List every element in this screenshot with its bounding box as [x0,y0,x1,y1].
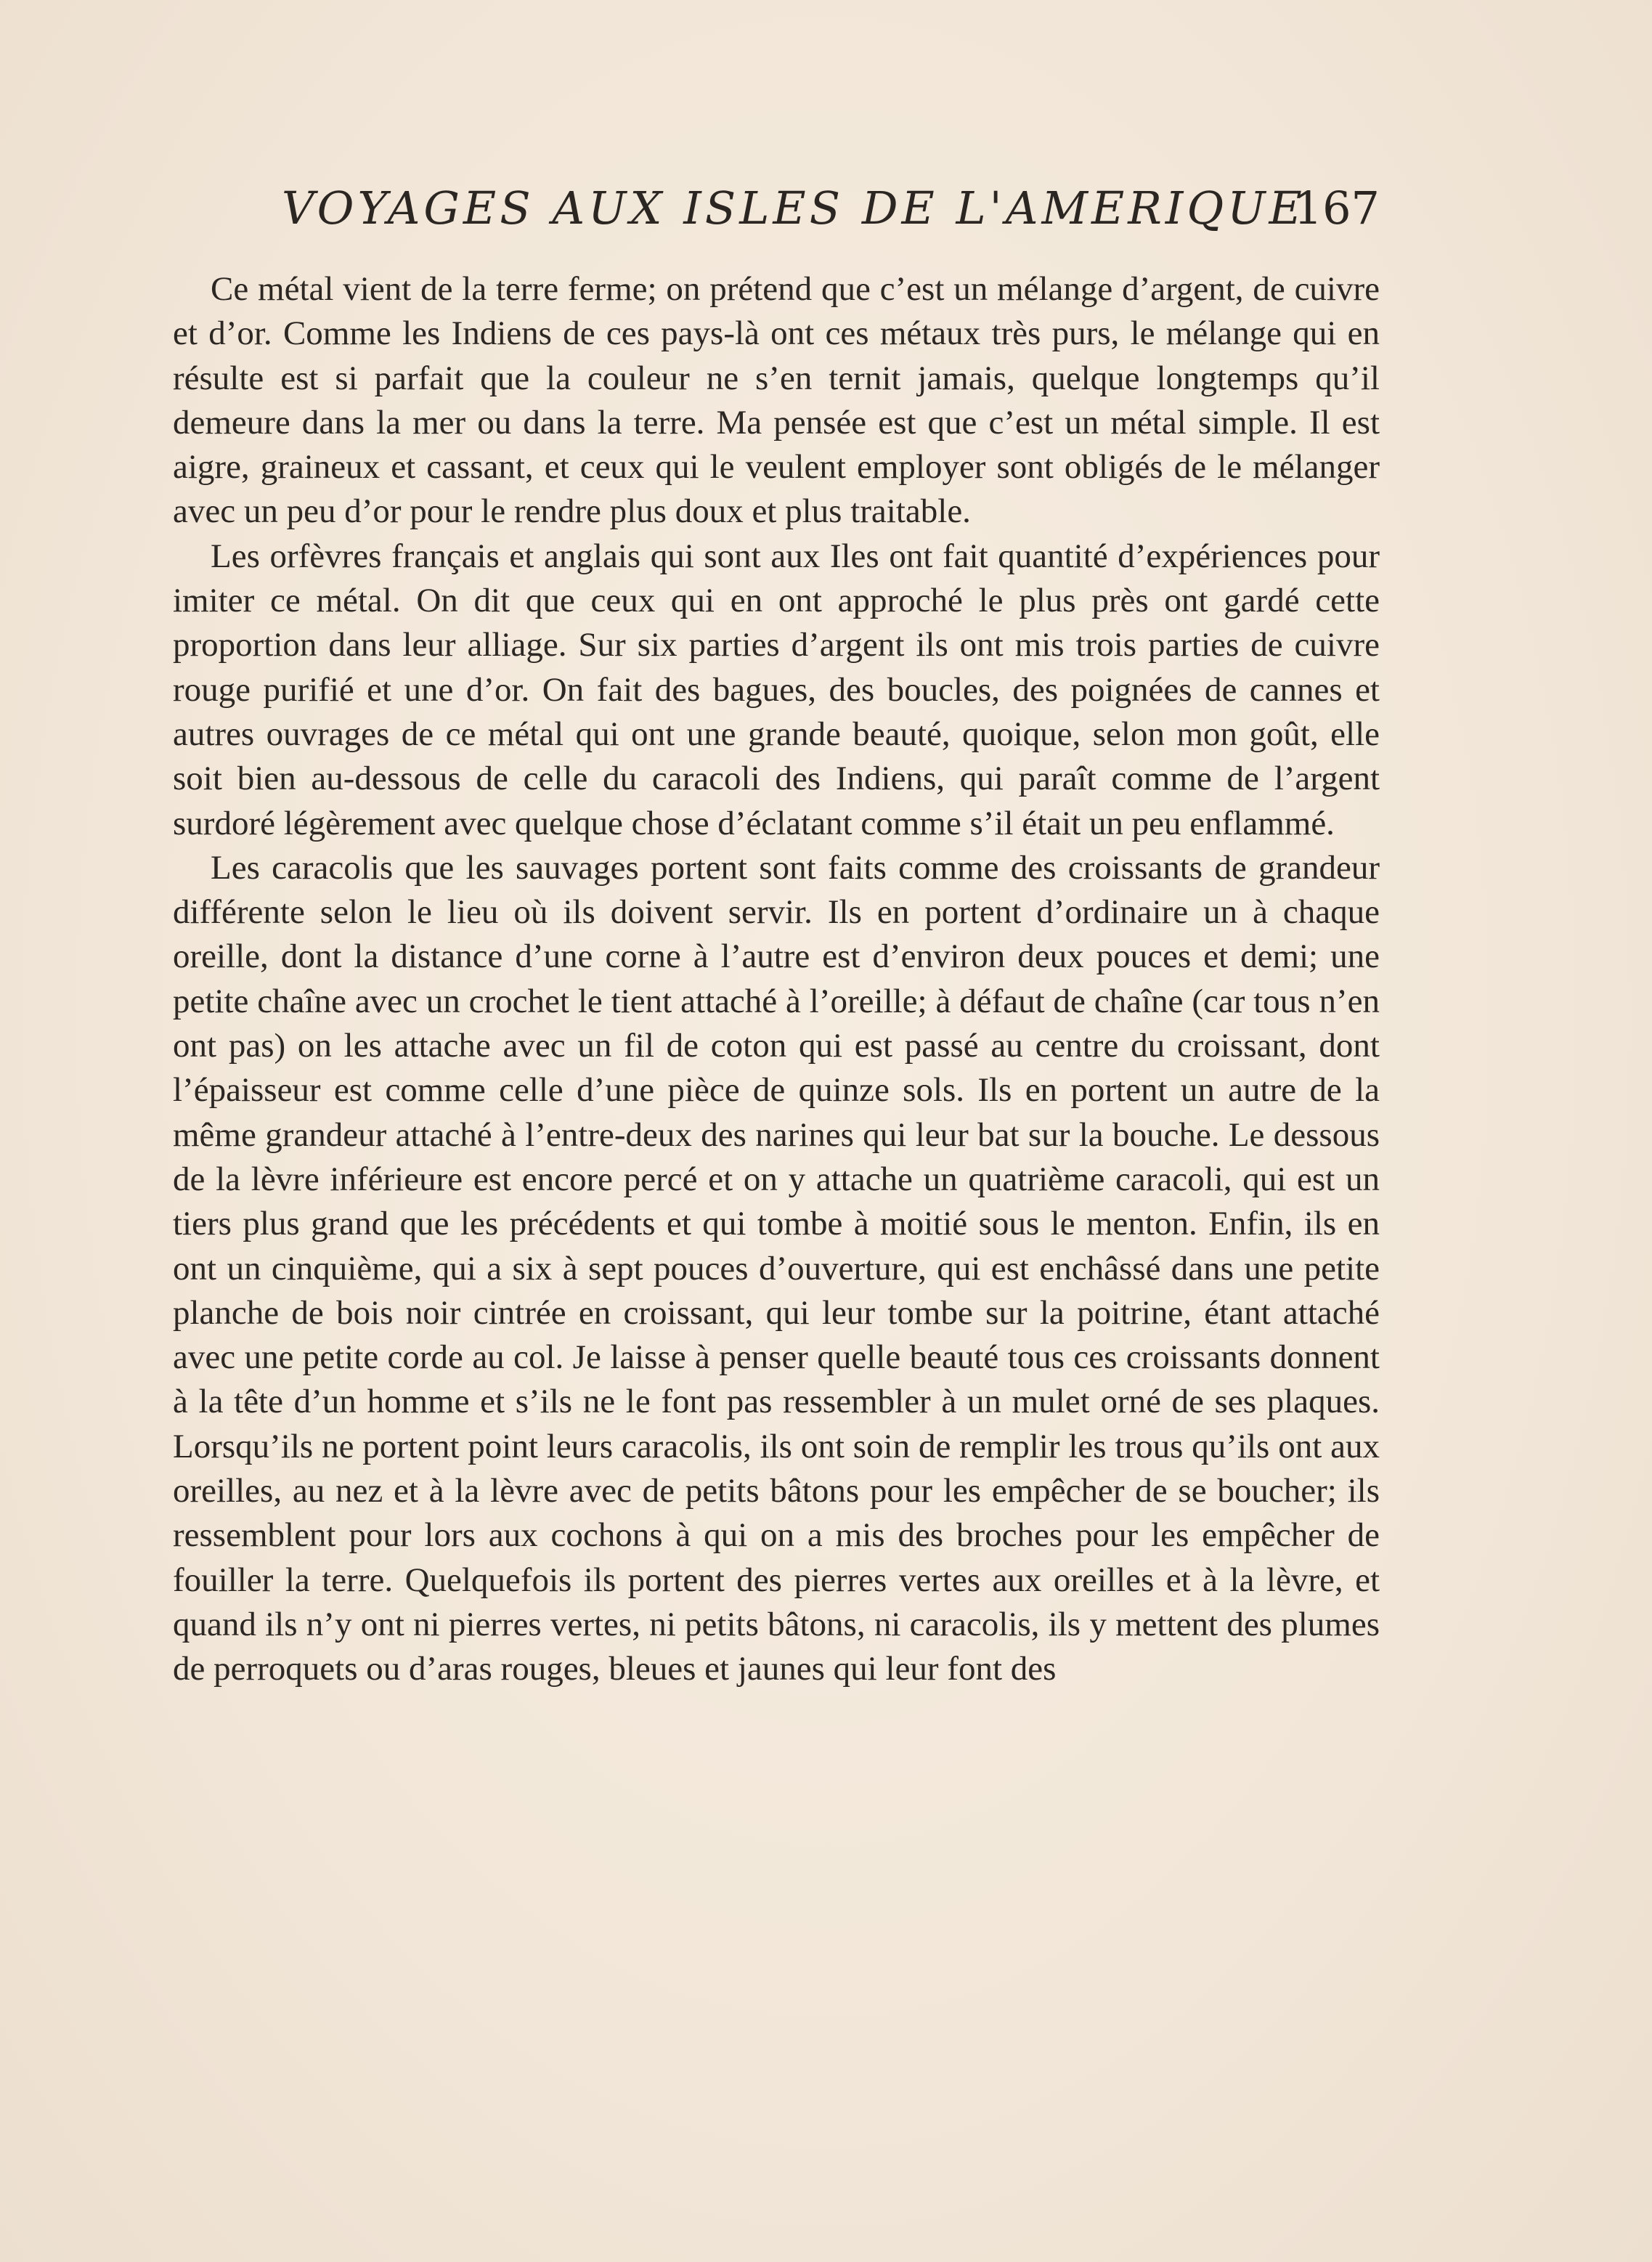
body-text [173,267,1380,1692]
page-number: 167 [1293,182,1380,235]
paragraph-3: Les caracolis que les sauvages portent sont faits comme des croissants de grandeur différente selon le lieu où ils doivent servir. Ils en portent d’ordinaire un à chaque oreille, dont la distance d’une corne à l’autre est d’environ deux pouces et demi; une petite chaîne avec un crochet le tient attaché à l’oreille; à défaut de chaîne (car tous n’en ont pas) on les attache avec un fil de coton qui est passé au centre du croissant, dont l’épaisseur est comme celle d’une pièce de quinze sols. Ils en portent un autre de la même grandeur attaché à l’entre-deux des narines qui leur bat sur la bouche. Le dessous de la lèvre inférieure est encore percé et on y attache un quatrième caracoli, qui est un tiers plus grand que les précédents et qui tombe à moitié sous le menton. Enfin, ils en ont un cinquième, qui a six à sept pouces d’ouverture, qui est enchâssé dans une petite planche de bois noir cintrée en croissant, qui leur tombe sur la poitrine, étant attaché avec une petite corde au col. Je laisse à penser quelle beauté tous ces croissants donnent à la tête d’un homme et s’ils ne le font pas ressembler à un mulet orné de ses plaques. Lorsqu’ils ne portent point leurs caracolis, ils ont soin de remplir les trous qu’ils ont aux oreilles, au nez et à la lèvre avec de petits bâtons pour les empêcher de se boucher; ils ressemblent pour lors aux cochons à qui on a mis des broches pour les empêcher de fouiller la terre. Quelquefois ils portent des pierres vertes aux oreilles et à la lèvre, et quand ils n’y ont ni pierres vertes, ni petits bâtons, ni caracolis, ils y mettent des plumes de perroquets ou d’aras rouges, bleues et jaunes qui leur font des [173,848,1380,1688]
running-title: VOYAGES AUX ISLES DE L'AMERIQUE [282,182,1306,235]
page-header [173,174,1380,254]
paragraph-2: Les orfèvres français et anglais qui sont aux Iles ont fait quantité d’expériences pour imiter ce métal. On dit que ceux qui en ont approché le plus près ont gardé cette proportion dans leur alliage. Sur six parties d’argent ils ont mis trois parties de cuivre rouge purifié et une d’or. On fait des bagues, des boucles, des poignées de cannes et autres ouvrages de ce métal qui ont une grande beauté, quoique, selon mon goût, elle soit bien au-dessous de celle du caracoli des Indiens, qui paraît comme de l’argent surdoré légèrement avec quelque chose d’éclatant comme s’il était un peu enflammé. [173,537,1380,842]
paragraph-1: Ce métal vient de la terre ferme; on prétend que c’est un mélange d’argent, de cuivre et d’or. Comme les Indiens de ces pays-là ont ces métaux très purs, le mélange qui en résulte est si parfait que la couleur ne s’en ternit jamais, quelque longtemps qu’il demeure dans la mer ou dans la terre. Ma pensée est que c’est un métal simple. Il est aigre, graineux et cassant, et ceux qui le veulent employer sont obligés de le mélanger avec un peu d’or pour le rendre plus doux et plus traitable. [173,270,1380,531]
